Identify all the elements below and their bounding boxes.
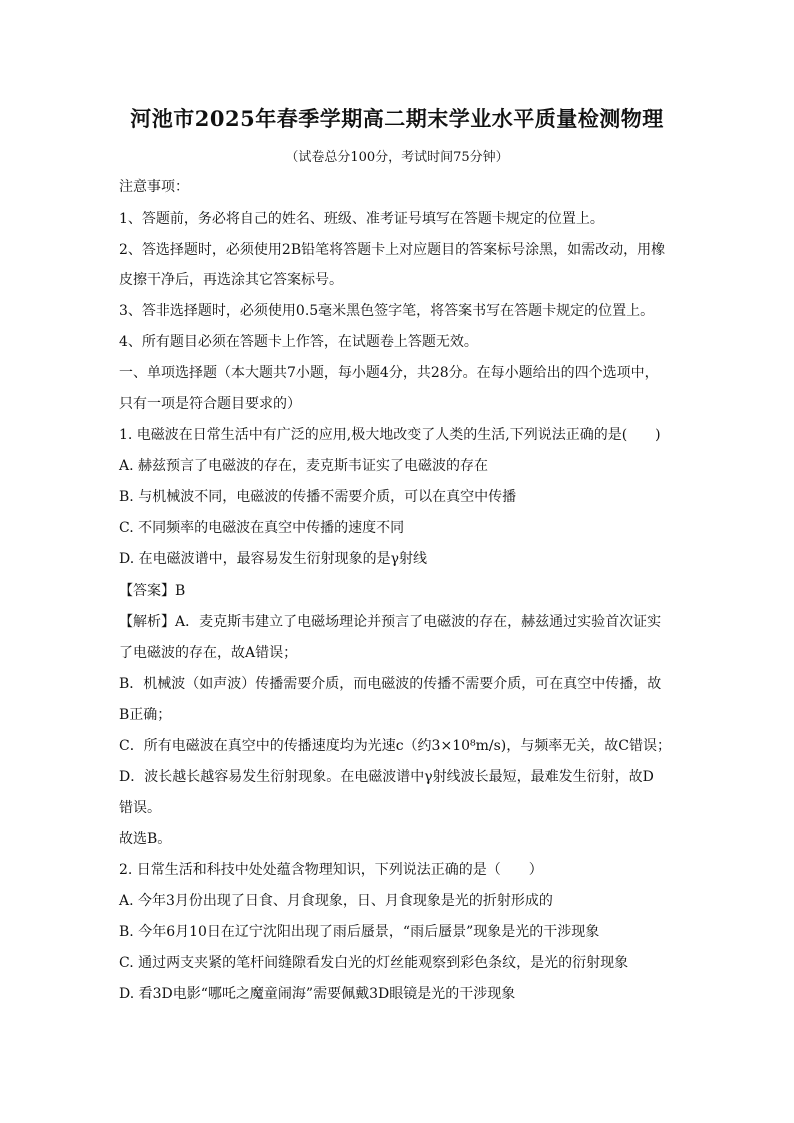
question-1-analysis-line-1: 【解析】A．麦克斯韦建立了电磁场理论并预言了电磁波的存在，赫兹通过实验首次证实 [119,614,662,630]
notice-item-2: 2、答选择题时，必须使用2B铅笔将答题卡上对应题目的答案标号涂黑，如需改动，用橡 [119,242,666,258]
exam-subtitle: （试卷总分100分，考试时间75分钟） [285,150,509,165]
question-2-option-d: D. 看3D电影“哪吒之魔童闹海”需要佩戴3D眼镜是光的干涉现象 [119,986,516,1002]
question-2-stem: 2. 日常生活和科技中处处蕴含物理知识，下列说法正确的是（ ） [119,862,543,878]
question-1-analysis-line-5: C．所有电磁波在真空中的传播速度均为光速c（约3×10⁸m/s)，与频率无关，故C错误； [119,738,671,754]
section-heading-cont: 只有一项是符合题目要求的） [119,396,301,412]
question-1-option-d: D. 在电磁波谱中，最容易发生衍射现象的是γ射线 [119,551,427,567]
question-2-option-c: C. 通过两支夹紧的笔杆间缝隙看发白光的灯丝能观察到彩色条纹，是光的衍射现象 [119,955,629,971]
question-2-option-b: B. 今年6月10日在辽宁沈阳出现了雨后蜃景，“雨后蜃景”现象是光的干涉现象 [119,924,600,940]
question-1-analysis-line-2: 了电磁波的存在，故A错误； [119,645,298,661]
question-1-option-a: A. 赫兹预言了电磁波的存在，麦克斯韦证实了电磁波的存在 [119,458,489,474]
question-1-option-c: C. 不同频率的电磁波在真空中传播的速度不同 [119,520,405,536]
notice-item-2-cont: 皮擦干净后，再选涂其它答案标号。 [119,272,343,288]
question-1-option-b: B. 与机械波不同，电磁波的传播不需要介质，可以在真空中传播 [119,489,517,505]
question-1-analysis-line-7: 错误。 [119,800,161,816]
question-1-analysis-line-4: B正确； [119,707,172,723]
question-1-analysis-line-6: D．波长越长越容易发生衍射现象。在电磁波谱中γ射线波长最短，最难发生衍射，故D [119,769,654,785]
notice-heading: 注意事项： [119,179,189,195]
question-1-stem: 1. 电磁波在日常生活中有广泛的应用,极大地改变了人类的生活,下列说法正确的是( ) [119,427,661,443]
question-1-analysis-line-3: B．机械波（如声波）传播需要介质，而电磁波的传播不需要介质，可在真空中传播，故 [119,676,662,692]
section-heading: 一、单项选择题（本大题共7小题，每小题4分，共28分。在每小题给出的四个选项中， [119,365,659,381]
notice-item-4: 4、所有题目必须在答题卡上作答，在试题卷上答题无效。 [119,334,478,350]
notice-item-1: 1、答题前，务必将自己的姓名、班级、准考证号填写在答题卡规定的位置上。 [119,211,604,227]
question-1-analysis-line-8: 故选B。 [119,831,172,847]
question-1-answer: 【答案】B [119,583,186,599]
notice-item-3: 3、答非选择题时，必须使用0.5毫米黑色签字笔，将答案书写在答题卡规定的位置上。 [119,303,655,319]
exam-title: 河池市2025年春季学期高二期末学业水平质量检测物理 [130,106,664,131]
question-2-option-a: A. 今年3月份出现了日食、月食现象，日、月食现象是光的折射形成的 [119,893,553,909]
